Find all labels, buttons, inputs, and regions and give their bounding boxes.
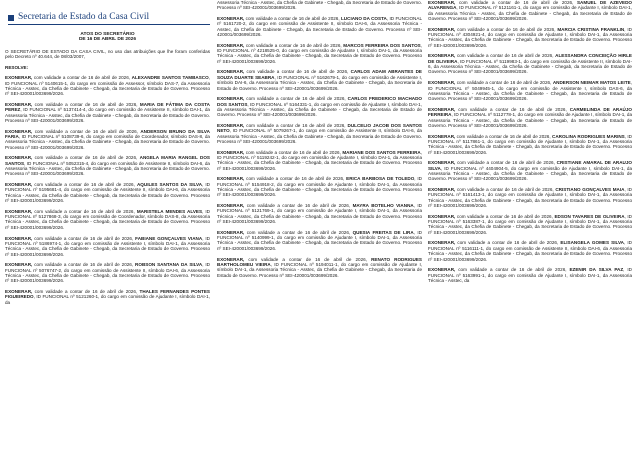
entry-text: , ID FUNCIONAL nº 5164331-1, do cargo em comissão de Ajudante I, símbolo DAI-1, da Assessoria Técnica - Assteс, da Chefia de Gabinete - Chegab, da Secretaria de Estado de Governo. Processo nº SEI-420001/003699/2026. [217, 101, 422, 118]
entry-text: com validade a contar de 16 de abril de 2026, [455, 187, 556, 193]
intro-paragraph: O SECRETÁRIO DE ESTADO DA CASA CIVIL, no uso das atribuições que lhe foram conferidas pelo Decreto nº 40.644, de 08/03/2007, [5, 48, 210, 60]
exoneration-entry [5, 289, 210, 305]
entry-text: , ID FUNCIONAL nº 5154918-2, do cargo em comissão de Ajudante I, símbolo DAI-1, da Assessoria Técnica - Assteс, da Chefia de Gabinete - Chegab, da Secretaria de Estado de Governo. Processo nº SEI-420001/003699/2026. [217, 176, 422, 198]
section-title: Secretaria de Estado da Casa Civil [18, 12, 150, 22]
employee-name: ERICA BARBOSA DE TOLEDO [346, 176, 415, 182]
entry-text: com validade a contar de 16 de abril de 2026, [455, 80, 553, 86]
entry-text: Assessoria Técnica - Assteс, da Chefia de Gabinete - Chegab, da Secretaria de Estado de Governo. Processo nº SEI-420001/003699/2026. [217, 0, 422, 11]
entry-text: , ID FUNCIONAL nº 5119242-1, do cargo em comissão de Ajudante I, símbolo DAI-1, da Assessoria Técnica - Assteс, da Chefia de Gabinete - Chegab, da Secretaria de Estado de Governo. Processo nº SEI-420001/003699/2026. [217, 149, 422, 171]
exoneration-entry [217, 176, 422, 197]
exoneration-entry [428, 240, 632, 261]
entry-text: com validade a contar de 16 de abril de 2026, [244, 256, 372, 262]
entry-text: , ID FUNCIONAL nº 5076747-2, do cargo em comissão de Assistente II, símbolo DAI-6, da Assessoria Técnica - Assteс, da Chefia de Gabinete - Chegab, da Secretaria de Estado de Governo. Processo nº SEI-420001/003699/2026. [5, 262, 210, 284]
entry-text: , ID FUNCIONAL nº 5161720-2, do cargo em comissão de Assistente II, símbolo DAI-6, da Assessoria Técnica - Assteс, da Chefia de Gabinete - Chegab, da Secretaria de Estado de Governo. Processo nº SEI-420001/003699/2026. [217, 16, 422, 38]
employee-name: MARISTELA MENDES ALVES [136, 208, 203, 214]
entry-text: com validade a contar de 16 de abril de 2026, [244, 122, 348, 128]
entry-keyword: EXONERAR, [428, 240, 456, 246]
entry-text: , ID FUNCIONAL nº 4304921-4, do cargo em comissão de Ajudante I, símbolo DAI-1, da Assessoria Técnica - Assteс, da Chefia de Gabinete - Chegab, da Secretaria de Estado de Governo. Processo nº SEI-420001/003699/2026. [428, 26, 632, 48]
entry-keyword: EXONERAR, [428, 26, 456, 32]
employee-name: CARLOS ADAM ABRANTES DE SOUZA DUARTE SEABRA [217, 69, 422, 80]
employee-name: MARCOS FERREIRA DOS SANTOS [343, 42, 421, 48]
entry-text: com validade a contar de 16 de abril de 2026, [244, 69, 351, 75]
entry-keyword: EXONERAR, [428, 106, 456, 112]
entry-text: com validade a contar de 16 de abril de 2026, [244, 42, 344, 48]
exoneration-entry [428, 53, 632, 74]
entry-keyword: EXONERAR, [217, 176, 245, 182]
employee-name: ANDERSON NEIMAR MATOS LEITE [552, 80, 631, 86]
exoneration-entry [5, 155, 210, 176]
entry-text: com validade a contar de 16 de abril de 2026, [244, 203, 353, 209]
entry-text: , ID FUNCIONAL nº 5161413-1, do cargo em comissão de Ajudante I, símbolo DAI-1, da Assessoria Técnica - Assteс, da Chefia de Gabinete - Chegab, da Secretaria de Estado de Governo. Processo nº SEI-420001/003699/2026. [428, 187, 632, 209]
entry-text: com validade a contar de 16 de abril de 2026, [455, 160, 557, 166]
entry-text: , ID FUNCIONAL nº 5163991-1, do cargo em comissão de Ajudante I, símbolo DAI-1, da Assessoria Técnica - Assteс, da [428, 267, 632, 283]
entry-text: , ID FUNCIONAL nº 4404904-5, do cargo em comissão de Ajudante I, símbolo DAI-1, da Assessoria Técnica - Assteс, da Chefia de Gabinete - Chegab, da Secretaria de Estado de Governo. Processo nº SEI-420001/003699/2026. [428, 165, 632, 182]
exoneration-entry [217, 0, 422, 11]
section-rule [8, 24, 210, 25]
entry-text: , ID FUNCIONAL nº 5112778-1, do cargo em comissão de Ajudante I, símbolo DAI-1, da Assessoria Técnica - Assteс, da Chefia de Gabinete - Chegab, da Secretaria de Estado de Governo. Processo nº SEI-420001/003699/2026. [428, 112, 632, 128]
entry-text: com validade a contar de 16 de abril de 2026, [32, 101, 140, 107]
exoneration-entry [428, 27, 632, 48]
entry-keyword: EXONERAR, [5, 235, 33, 241]
entries [5, 75, 210, 305]
employee-name: CRISTIANE AMARAL DE ARAUJO SILVA [428, 160, 632, 171]
entries [428, 0, 632, 283]
entry-text: , ID FUNCIONAL nº 4218525-0, do cargo em comissão de Ajudante I, símbolo DAI-1, da Assessoria Técnica - Assteс, da Chefia de Gabinete - Chegab, da Secretaria de Estado de Governo. Processo nº SEI-420001/003699/2026. [217, 42, 422, 64]
entry-keyword: EXONERAR, [428, 267, 456, 273]
entry-text: , ID FUNCIONAL nº 5119983-1, do cargo em comissão de Assistente II, símbolo DAI-6, da Assessoria Técnica - Assteс, da Chefia de Gabinete - Chegab, da Secretaria de Estado de Governo. Processo nº SEI-420001/003699/2026. [428, 58, 632, 75]
entry-keyword: EXONERAR, [5, 75, 33, 81]
exoneration-entry [428, 160, 632, 181]
entry-text: com validade a contar de 16 de abril de 2026, [244, 16, 341, 22]
entry-text: com validade a contar de 16 de abril de 2026, [455, 53, 556, 59]
exoneration-entry [428, 0, 632, 21]
entry-keyword: EXONERAR, [5, 128, 33, 134]
employee-name: QUESIA FREITAS DE LIRA [352, 229, 414, 235]
entry-text: com validade a contar de 16 de abril de 2026, [455, 267, 570, 273]
entry-keyword: EXONERAR, [428, 133, 456, 139]
exoneration-entry [217, 43, 422, 64]
entry-keyword: EXONERAR, [428, 53, 456, 59]
employee-name: MAYRA BOTELHO VIANNA [352, 203, 414, 209]
exoneration-entry [5, 236, 210, 257]
entry-text: , ID FUNCIONAL nº 5121260-1, do cargo em comissão de Ajudante I, símbolo DAI-1, da [5, 294, 210, 305]
entry-keyword: EXONERAR, [5, 288, 33, 294]
entry-keyword: EXONERAR, [217, 229, 245, 235]
entry-text: com validade a contar de 16 de abril de 2026, [455, 0, 577, 5]
entry-text: , ID FUNCIONAL nº 5079267-1, do cargo em comissão de Assistente II, símbolo DAI-6, da Assessoria Técnica - Assteс, da Chefia de Gabinete - Chegab, da Secretaria de Estado de Governo. Processo nº SEI-420001/003699/2026. [217, 128, 422, 144]
employee-name: SAMUEL DE AZEVEDO ALVARENGA [428, 0, 632, 11]
exoneration-entry [217, 96, 422, 117]
entry-keyword: EXONERAR, [428, 80, 456, 86]
entry-text: , ID FUNCIONAL nº 5052315-4, do cargo em comissão de Assistente II, símbolo DAI-6, da Assessoria Técnica - Assteс, da Chefia de Gabinete - Chegab, da Secretaria de Estado de Governo. Processo nº SEI-420001/003699/2026. [5, 160, 210, 177]
entry-text: , ID FUNCIONAL nº 5195681-4, do cargo em comissão de Assistente II, símbolo DAI-6, da Assessoria Técnica - Assteс, da Chefia de Gabinete - Chegab, da Secretaria de Estado de Governo. Processo nº SEI-420001/003699/2026. [5, 182, 210, 204]
entry-text: , ID FUNCIONAL nº 5117861-1, do cargo em comissão de Ajudante I, símbolo DAI-1, da Assessoria Técnica - Assteс, da Chefia de Gabinete - Chegab, da Secretaria de Estado de Governo. Processo nº SEI-420001/003699/2026. [428, 133, 632, 155]
employee-name: THALES FERNANDES PONTES FIGUEIREDO [5, 288, 210, 300]
entry-text: com validade a contar de 16 de abril de 2026, [455, 26, 558, 32]
exoneration-entry [217, 150, 422, 171]
employee-name: EDSON TAVARES DE OLIVEIRA [554, 213, 625, 219]
entry-text: , ID FUNCIONAL nº 5140615-1, do cargo em comissão de Assessor, símbolo DAS-7, da Assessoria Técnica - Assteс, da Chefia de Gabinete - Chegab, da Secretaria de Estado de Governo. Processo nº SEI-420001/003699/2026. [5, 75, 210, 97]
exoneration-entry [428, 134, 632, 155]
entry-keyword: EXONERAR, [217, 96, 245, 102]
entry-text: , ID FUNCIONAL nº 5186974-1, do cargo em comissão de Assistente I, símbolo DAI-1, da Assessoria Técnica - Assteс, da Chefia de Gabinete - Chegab, da Secretaria de Estado de Governo. Processo nº SEI-420001/003699/2026. [5, 235, 210, 257]
exoneration-entry [428, 80, 632, 101]
entry-text: com validade a contar de 16 de abril de 2026, [455, 106, 570, 112]
entry-text: com validade a contar de 16 de abril de 2026, [455, 213, 555, 219]
entries [217, 0, 422, 278]
entry-text: , ID FUNCIONAL nº 5121161-1, do cargo em comissão de Ajudante I, símbolo DAI-1, da Assessoria Técnica - Assteс, da Chefia de Gabinete - Chegab, da Secretaria de Estado de Governo. Processo nº SEI-420001/003699/2026. [428, 5, 632, 22]
employee-name: MARIANE DOS SANTOS FERREIRA [342, 149, 421, 155]
employee-name: ELISANGELA GOMES SILVA [560, 240, 624, 246]
employee-name: AQUILES SANTOS DA SILVA [136, 182, 203, 188]
entry-text: , ID FUNCIONAL nº 5108739-6, do cargo em comissão de Coordenador, símbolo DAS-8, da Assessoria Técnica - Assteс, da Chefia de Gabinete - Chegab, da Secretaria de Estado de Governo. Processo nº SEI-420001/003699/2026. [5, 133, 210, 150]
column-3 [428, 0, 632, 470]
resolve-label: RESOLVE: [5, 64, 29, 70]
entry-keyword: EXONERAR, [5, 262, 33, 268]
employee-name: ALESSANDRA CONCEIÇÃO HIRLE DE OLIVEIRA [428, 53, 632, 64]
entry-text: , ID FUNCIONAL nº 5116111-1, do cargo em comissão de Assistente II, símbolo DAI-6, da Assessoria Técnica - Assteс, da Chefia de Gabinete - Chegab, da Secretaria de Estado de Governo. Processo nº SEI-420001/003699/2026. [428, 240, 632, 262]
entry-keyword: EXONERAR, [5, 208, 33, 214]
entry-text: com validade a contar de 16 de abril de 2026, [32, 155, 140, 161]
entry-keyword: EXONERAR, [5, 182, 33, 188]
exoneration-entry [217, 69, 422, 90]
exoneration-entry [428, 107, 632, 128]
employee-name: ANGELA MARIA RANGEL DOS SANTOS [5, 155, 210, 166]
entry-text: , ID FUNCIONAL nº 5163387-1, do cargo em comissão de Ajudante I, símbolo DAI-1, da Assessoria Técnica - Assteс, da Chefia de Gabinete - Chegab, da Secretaria de Estado de Governo. Processo nº SEI-420001/003699/2026. [428, 213, 632, 235]
employee-name: ANDERSON BRUNO DA SILVA FARIA [5, 128, 210, 139]
section-header [5, 0, 210, 26]
employee-name: CARMELINDA DE ARAÚJO FERREIRA [428, 106, 632, 118]
entry-text: com validade a contar de 16 de abril de 2026, [32, 75, 132, 81]
entry-keyword: EXONERAR, [5, 101, 33, 107]
exoneration-entry [217, 16, 422, 37]
exoneration-entry [217, 203, 422, 224]
entry-text: , ID FUNCIONAL nº 5137414-4, do cargo em comissão de Assistente II, símbolo DAI-1, da Assessoria Técnica - Assteс, da Chefia de Gabinete - Chegab, da Secretaria de Estado de Governo. Processo nº SEI-420001/003699/2026. [5, 107, 210, 123]
entry-text: com validade a contar de 16 de abril de 2026, [244, 149, 343, 155]
exoneration-entry [428, 187, 632, 208]
employee-name: CRISTIANO GONÇALVES MAIA [555, 187, 625, 193]
entry-text: , ID FUNCIONAL nº 5049945-1, do cargo em comissão de Assistente I, símbolo DAS-6, da Assessoria Técnica - Assteс, da Chefia de Gabinete - Chegab, da Secretaria de Estado de Governo. Processo nº SEI-420001/003699/2026. [428, 80, 632, 102]
column-2 [217, 0, 422, 470]
exoneration-entry [5, 262, 210, 283]
entry-text: com validade a contar de 16 de abril de 2026, [244, 96, 348, 102]
entry-text: com validade a contar de 16 de abril de 2026, [455, 240, 561, 246]
atos-heading [5, 32, 210, 43]
entry-text: com validade a contar de 16 de abril de 2026, [32, 288, 140, 294]
exoneration-entry [5, 75, 210, 96]
entry-text: com validade a contar de 16 de abril de 2026, [32, 182, 137, 188]
entry-keyword: EXONERAR, [217, 256, 245, 262]
entry-text: , ID FUNCIONAL nº 5121769-1, do cargo em comissão de Ajudante I, símbolo DAI-1, da Assessoria Técnica - Assteс, da Chefia de Gabinete - Chegab, da Secretaria de Estado de Governo. Processo nº SEI-420001/003699/2026. [217, 203, 422, 225]
entry-text: com validade a contar de 16 de abril de 2026, [32, 128, 141, 134]
section-bullet-icon [8, 15, 14, 21]
entry-text: , ID FUNCIONAL nº 5140999-1, do cargo em comissão de Ajudante I, símbolo DAI-1, da Assessoria Técnica - Assteс, da Chefia de Gabinete - Chegab, da Secretaria de Estado de Governo. Processo nº SEI-420001/003699/2026. [217, 229, 422, 251]
employee-name: CAROLINA RODRIGUES MARINS [552, 133, 625, 139]
exoneration-entry [5, 129, 210, 150]
exoneration-entry [428, 267, 632, 283]
entry-text: , ID FUNCIONAL nº 5162679-1, do cargo em comissão de Assistente I, símbolo DAI-6, da Assessoria Técnica - Assteс, da Chefia de Gabinete - Chegab, da Secretaria de Estado de Governo. Processo nº SEI-420001/003699/2026. [217, 74, 422, 91]
exoneration-entry [217, 123, 422, 144]
entry-keyword: EXONERAR, [428, 0, 456, 5]
employee-name: CARLOS FREDERICO MACHADO DOS SANTOS [217, 96, 422, 107]
entry-keyword: EXONERAR, [217, 149, 245, 155]
employee-name: LUCIANO DA COSTA [341, 16, 387, 22]
entry-text: com validade a contar de 16 de abril de 2026, [32, 262, 136, 268]
entry-keyword: EXONERAR, [5, 155, 33, 161]
entry-keyword: EXONERAR, [428, 160, 456, 166]
column-1 [5, 0, 210, 470]
entry-text: , ID FUNCIONAL nº 5127868-3, do cargo em comissão de Coordenador, símbolo DAS-8, da Assessoria Técnica - Assteс, da Chefia de Gabinete - Chegab, da Secretaria de Estado de Governo. Processo nº SEI-420001/003699/2026. [5, 208, 210, 230]
entry-keyword: EXONERAR, [217, 203, 245, 209]
atos-heading-line: DE 16 DE ABRIL DE 2026 [78, 37, 137, 43]
entry-keyword: EXONERAR, [428, 213, 456, 219]
employee-name: RENATO RODRIGUES BARTHOLOMEU VIEIRA [217, 256, 422, 267]
exoneration-entry [5, 182, 210, 203]
employee-name: MARCIA CRISTINA FRANKLIN [557, 26, 625, 32]
entry-text: com validade a contar de 16 de abril de 2026, [244, 229, 353, 235]
employee-name: ALEXANDRE SANTOS TAMBASCO [131, 75, 209, 81]
entry-text: , ID FUNCIONAL nº 5194011-1, do cargo em comissão de Ajudante I, símbolo DAI-1, da Assessoria Técnica - Assteс, da Chefia de Gabinete - Chegab, da Secretaria de Estado de Governo. Processo nº SEI-420001/003699/2026. [217, 261, 422, 278]
entry-keyword: EXONERAR, [217, 16, 245, 22]
employee-name: MARIA DE FÁTIMA DA COSTA PEREZ [5, 101, 210, 113]
employee-name: ROBSON SANTANA DA SILVA [135, 262, 203, 268]
employee-name: EZENIR DA SILVA PAZ [569, 267, 624, 273]
entry-keyword: EXONERAR, [428, 187, 456, 193]
employee-name: DULCELIO JACOB DOS SANTOS NETO [217, 122, 422, 134]
exoneration-entry [428, 214, 632, 235]
entry-text: com validade a contar de 16 de abril de 2026, [32, 208, 137, 214]
entry-keyword: EXONERAR, [217, 69, 245, 75]
entry-keyword: EXONERAR, [217, 122, 245, 128]
entry-text: com validade a contar de 16 de abril de 2026, [455, 133, 552, 139]
entry-text: com validade a contar de 16 de abril de 2026, [244, 176, 347, 182]
atos-heading-line: ATOS DO SECRETÁRIO [80, 32, 135, 37]
employee-name: FABIANE GONÇALVES VIANA [135, 235, 203, 241]
exoneration-entry [217, 257, 422, 278]
entry-keyword: EXONERAR, [217, 42, 245, 48]
entry-text: com validade a contar de 16 de abril de 2026, [32, 235, 136, 241]
exoneration-entry [5, 102, 210, 123]
exoneration-entry [5, 209, 210, 230]
exoneration-entry [217, 230, 422, 251]
